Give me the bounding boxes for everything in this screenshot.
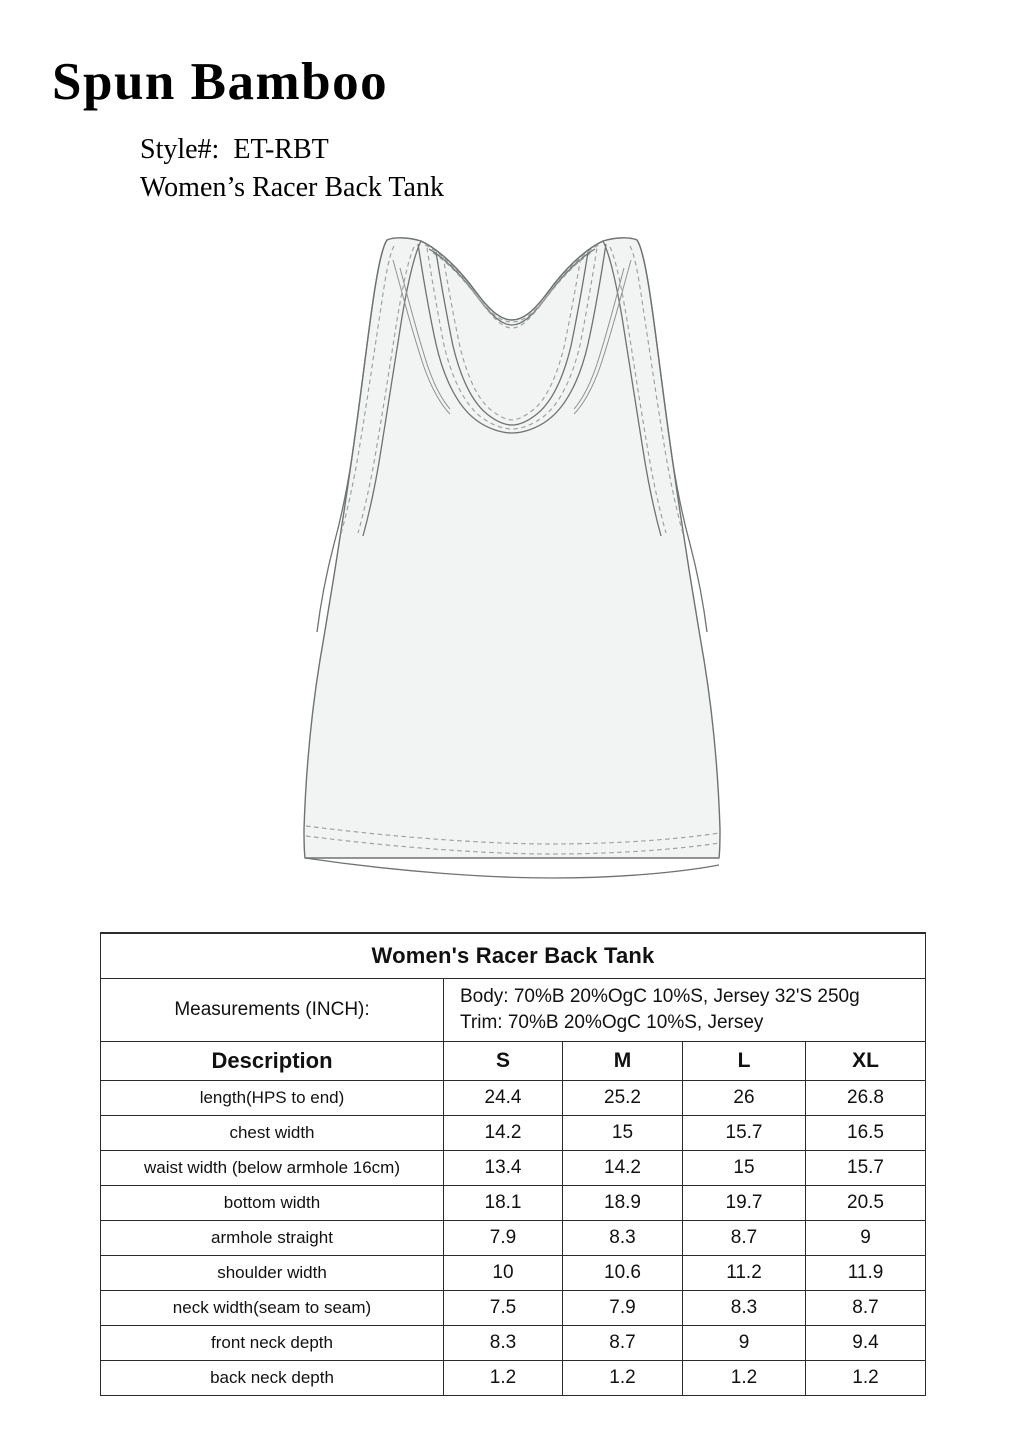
table-title: Women's Racer Back Tank: [101, 933, 926, 979]
row-value-xl: 9.4: [806, 1326, 926, 1361]
row-label: bottom width: [101, 1186, 444, 1221]
row-value-s: 24.4: [444, 1081, 563, 1116]
column-header-s: S: [444, 1042, 563, 1081]
style-number: ET-RBT: [233, 134, 329, 165]
row-label: chest width: [101, 1116, 444, 1151]
table-row: [101, 1326, 926, 1361]
column-header-xl: XL: [806, 1042, 926, 1081]
row-value-m: 8.3: [563, 1221, 683, 1256]
womens-racer-back-tank-technical-flat: [290, 222, 734, 894]
row-value-m: 14.2: [563, 1151, 683, 1186]
row-value-s: 7.5: [444, 1291, 563, 1326]
row-value-l: 9: [683, 1326, 806, 1361]
row-label: length(HPS to end): [101, 1081, 444, 1116]
tank-body-shape: [304, 238, 720, 858]
row-value-l: 15.7: [683, 1116, 806, 1151]
row-value-l: 8.7: [683, 1221, 806, 1256]
column-header-m: M: [563, 1042, 683, 1081]
table-row: [101, 1221, 926, 1256]
row-value-m: 18.9: [563, 1186, 683, 1221]
measurement-spec-table: [100, 932, 926, 1396]
row-value-xl: 1.2: [806, 1361, 926, 1396]
row-label: armhole straight: [101, 1221, 444, 1256]
row-value-m: 15: [563, 1116, 683, 1151]
row-value-xl: 8.7: [806, 1291, 926, 1326]
row-value-s: 13.4: [444, 1151, 563, 1186]
column-header-l: L: [683, 1042, 806, 1081]
row-value-s: 7.9: [444, 1221, 563, 1256]
row-value-xl: 9: [806, 1221, 926, 1256]
row-value-xl: 26.8: [806, 1081, 926, 1116]
table-row: [101, 1151, 926, 1186]
style-label: Style#:: [140, 134, 220, 165]
row-value-m: 8.7: [563, 1326, 683, 1361]
table-row: [101, 1291, 926, 1326]
column-header-description: Description: [101, 1042, 444, 1081]
row-label: neck width(seam to seam): [101, 1291, 444, 1326]
table-row: [101, 1361, 926, 1396]
table-row: [101, 1186, 926, 1221]
row-value-s: 14.2: [444, 1116, 563, 1151]
row-value-xl: 20.5: [806, 1186, 926, 1221]
row-value-l: 19.7: [683, 1186, 806, 1221]
row-value-s: 10: [444, 1256, 563, 1291]
row-value-s: 8.3: [444, 1326, 563, 1361]
row-value-m: 25.2: [563, 1081, 683, 1116]
style-info-block: [140, 131, 444, 206]
style-number-line: [140, 131, 444, 169]
row-value-xl: 15.7: [806, 1151, 926, 1186]
measurements-label: Measurements (INCH):: [101, 979, 444, 1042]
row-label: back neck depth: [101, 1361, 444, 1396]
composition-cell: [444, 979, 926, 1042]
row-value-m: 10.6: [563, 1256, 683, 1291]
table-row: [101, 1116, 926, 1151]
row-value-m: 1.2: [563, 1361, 683, 1396]
row-value-l: 11.2: [683, 1256, 806, 1291]
row-label: waist width (below armhole 16cm): [101, 1151, 444, 1186]
product-name: Women’s Racer Back Tank: [140, 171, 444, 203]
row-value-l: 1.2: [683, 1361, 806, 1396]
row-value-s: 1.2: [444, 1361, 563, 1396]
composition-body: Body: 70%B 20%OgC 10%S, Jersey 32'S 250g: [460, 986, 860, 1008]
row-value-s: 18.1: [444, 1186, 563, 1221]
row-value-l: 15: [683, 1151, 806, 1186]
column-header-row: [101, 1042, 926, 1081]
table-title-row: [101, 933, 926, 979]
table-row: [101, 1081, 926, 1116]
table-row: [101, 1256, 926, 1291]
row-value-xl: 16.5: [806, 1116, 926, 1151]
page-title: Spun Bamboo: [52, 53, 389, 111]
composition-row: [101, 979, 926, 1042]
row-label: front neck depth: [101, 1326, 444, 1361]
bottom-hem-edge: [305, 858, 719, 878]
row-value-m: 7.9: [563, 1291, 683, 1326]
row-value-l: 8.3: [683, 1291, 806, 1326]
composition-trim: Trim: 70%B 20%OgC 10%S, Jersey: [460, 1012, 764, 1033]
row-value-xl: 11.9: [806, 1256, 926, 1291]
row-label: shoulder width: [101, 1256, 444, 1291]
row-value-l: 26: [683, 1081, 806, 1116]
